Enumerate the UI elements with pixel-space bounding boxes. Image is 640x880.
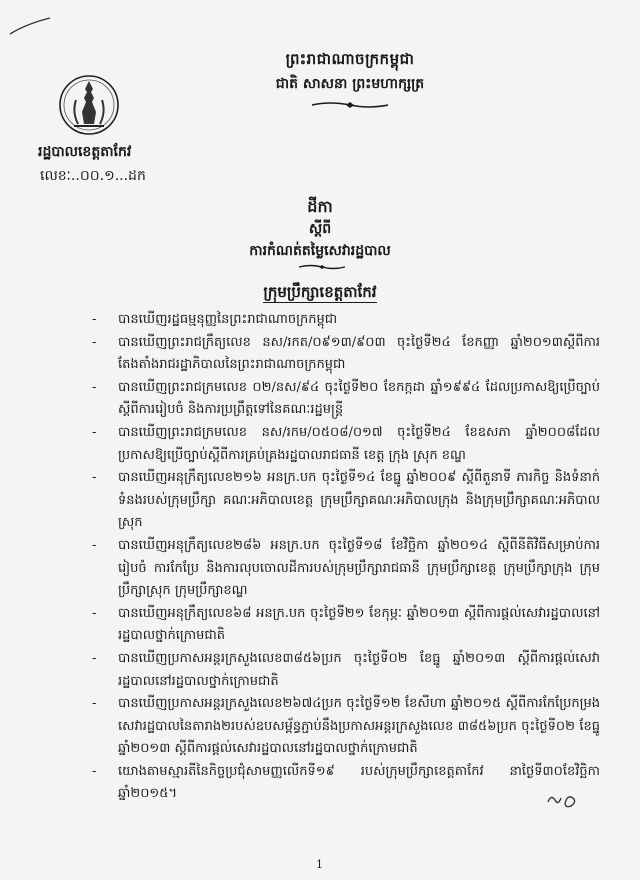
page-number: 1 bbox=[316, 858, 323, 871]
bullet-dash: - bbox=[92, 537, 97, 553]
ornamental-divider-icon bbox=[297, 262, 347, 272]
list-item bbox=[92, 535, 600, 603]
bullet-dash: - bbox=[92, 605, 97, 621]
document-type: ដីកា bbox=[307, 197, 333, 216]
handwritten-stroke-icon bbox=[6, 14, 56, 38]
bullet-dash: - bbox=[92, 334, 97, 350]
bullet-dash: - bbox=[92, 424, 97, 440]
kingdom-heading: ព្រះរាជាណាចក្រកម្ពុជា bbox=[285, 50, 415, 68]
clause-text: បានឃើញប្រកាសអន្តរក្រសួងលេខ២៦៧៤ប្រក ចុះថ្ងៃទី១២ ខែសីហា ឆ្នាំ២០១៥ ស្តីពីការកែប្រែកម្រងសេវារដ្ឋបាលនៃតារាង២របស់ឧបសម្ព័ន្ធភ្ជាប់នឹងប្រកាសអន្តរក្រសួងលេខ ៣៨៥៦ប្រក ចុះថ្ងៃទី០២ ខែធ្នូ ឆ្នាំ២០១៣ ស្តីពីការផ្តល់សេវារដ្ឋបាលនៅរដ្ឋបាលថ្នាក់ក្រោមជាតិ bbox=[118, 696, 600, 757]
clause-text: បានឃើញព្រះរាជក្រឹត្យលេខ នស/រកត/០៩១៣/៩០៣ ចុះថ្ងៃទី២៤ ខែកញ្ញា ឆ្នាំ២០១៣ស្តីពីការតែងតាំងរាជរដ្ឋាភិបាលនៃព្រះរាជាណាចក្រកម្ពុជា bbox=[118, 334, 600, 373]
list-item bbox=[92, 422, 600, 467]
handwritten-annotation-icon bbox=[545, 790, 579, 812]
clause-text: បានឃើញអនុក្រឹត្យលេខ៦៨ អនក្រ.បក ចុះថ្ងៃទី២១ ខែកុម្ភៈ ឆ្នាំ២០១៣ ស្តីពីការផ្តល់សេវារដ្ឋបាលនៅរដ្ឋបាលថ្នាក់ក្រោមជាតិ bbox=[118, 605, 600, 644]
council-heading bbox=[0, 283, 640, 305]
title-about-label: ស្តីពី bbox=[308, 221, 332, 237]
considerations-list bbox=[92, 309, 600, 819]
bullet-dash: - bbox=[92, 379, 97, 395]
list-item bbox=[92, 603, 600, 648]
list-item bbox=[92, 309, 600, 332]
ornamental-divider-icon bbox=[310, 100, 390, 110]
clause-text: បានឃើញប្រកាសអន្តរក្រសួងលេខ៣៨៥៦ប្រក ចុះថ្ងៃទី០២ ខែធ្នូ ឆ្នាំ២០១៣ ស្តីពីការផ្តល់សេវារដ្ឋបាលនៅរដ្ឋបាលថ្នាក់ក្រោមជាតិ bbox=[118, 650, 600, 689]
national-motto: ជាតិ សាសនា ព្រះមហាក្សត្រ bbox=[275, 76, 425, 92]
list-item bbox=[92, 467, 600, 535]
list-item bbox=[92, 648, 600, 693]
issuing-office: រដ្ឋបាលខេត្តតាកែវ bbox=[38, 144, 132, 160]
council-heading-text: ក្រុមប្រឹក្សាខេត្តតាកែវ bbox=[263, 283, 377, 301]
clause-text: យោងតាមស្មារតីនៃកិច្ចប្រជុំសាមញ្ញលើកទី១៩ របស់ក្រុមប្រឹក្សាខេត្តតាកែវ នាថ្ងៃទី៣០ខែវិច្ឆិកាឆ្នាំ២០១៥។ bbox=[118, 763, 600, 802]
clause-text: បានឃើញអនុក្រឹត្យលេខ២៨៦ អនក្រ.បក ចុះថ្ងៃទី១៨ ខែវិច្ឆិកា ឆ្នាំ២០១៤ ស្តីពីនីតិវិធីសម្រាប់ការរៀបចំ ការកែប្រែ និងការលុបចោលដីការបស់ក្រុមប្រឹក្សារាជធានី ក្រុមប្រឹក្សាខេត្ត ក្រុមប្រឹក្សាក្រុង ក្រុមប្រឹក្សាស្រុក ក្រុមប្រឹក្សាខណ្ឌ bbox=[118, 537, 600, 599]
bullet-dash: - bbox=[92, 470, 97, 486]
document-subject: ការកំណត់តម្លៃសេវារដ្ឋបាល bbox=[249, 243, 391, 259]
provincial-seal-icon bbox=[58, 72, 120, 138]
clause-text: បានឃើញព្រះរាជក្រមលេខ នស/រកម/០៥០៨/០១៧ ចុះថ្ងៃទី២៤ ខែឧសភា ឆ្នាំ២០០៨ដែលប្រកាសឱ្យប្រើច្បាប់ស្តីពីការគ្រប់គ្រងរដ្ឋបាលរាជធានី ខេត្ត ក្រុង ស្រុក ខណ្ឌ bbox=[118, 424, 600, 463]
clause-text: បានឃើញរដ្ឋធម្មនុញ្ញនៃព្រះរាជាណាចក្រកម្ពុជា bbox=[118, 312, 338, 327]
bullet-dash: - bbox=[92, 763, 97, 779]
list-item bbox=[92, 693, 600, 761]
document-number: លេខៈ..០០.១...ដក bbox=[40, 168, 146, 184]
clause-text: បានឃើញព្រះរាជក្រមលេខ ០២/នស/៩៤ ចុះថ្ងៃទី២០ ខែកក្កដា ឆ្នាំ១៩៩៤ ដែលប្រកាសឱ្យប្រើច្បាប់ស្តីពីការរៀបចំ និងការប្រព្រឹត្តទៅនៃគណៈរដ្ឋមន្ត្រី bbox=[118, 379, 600, 418]
list-item bbox=[92, 332, 600, 377]
bullet-dash: - bbox=[92, 312, 97, 327]
list-item bbox=[92, 377, 600, 422]
bullet-dash: - bbox=[92, 696, 97, 712]
list-item bbox=[92, 761, 600, 806]
clause-text: បានឃើញអនុក្រឹត្យលេខ២១៦ អនក្រ.បក ចុះថ្ងៃទី១៤ ខែធ្នូ ឆ្នាំ២០០៩ ស្តីពីតួនាទី ភារកិច្ច និងទំនាក់ទំនងរបស់ក្រុមប្រឹក្សា គណៈអភិបាលខេត្ត ក្រុមប្រឹក្សាគណៈអភិបាលក្រុង និងក្រុមប្រឹក្សាគណៈអភិបាលស្រុក bbox=[118, 470, 600, 531]
bullet-dash: - bbox=[92, 650, 97, 666]
